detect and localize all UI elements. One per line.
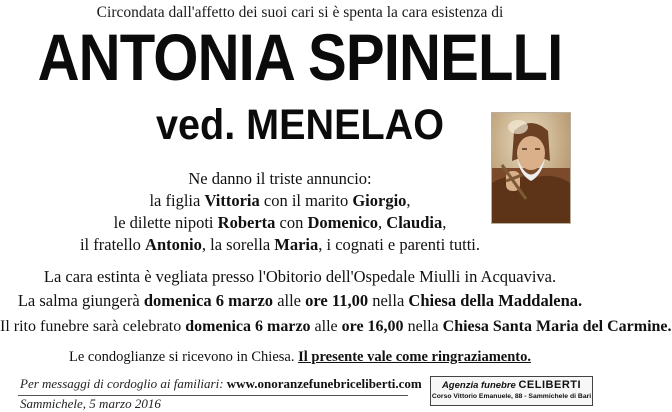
place-date: Sammichele, 5 marzo 2016 <box>20 396 161 411</box>
sister-name: Maria <box>274 235 319 254</box>
agency-title <box>431 379 592 391</box>
text-fragment: alle <box>277 291 302 310</box>
arrival-church: Chiesa della Maddalena. <box>408 291 583 310</box>
agency-box <box>430 376 593 406</box>
announcement-lead: Ne danno il triste annuncio: <box>188 169 372 188</box>
arrival-date: domenica 6 marzo <box>143 291 274 310</box>
text-fragment: alle <box>314 318 338 335</box>
footer-message <box>20 376 422 392</box>
funeral-info <box>0 316 672 338</box>
condolences-text: Le condoglianze si ricevono in Chiesa. <box>68 349 295 365</box>
text-fragment: La salma giungerà <box>17 291 140 310</box>
text-fragment: con <box>279 213 304 232</box>
text-fragment: le dilette nipoti <box>113 213 214 232</box>
deceased-name: ANTONIA SPINELLI <box>37 20 563 94</box>
niece-name: Roberta <box>217 213 276 232</box>
text-fragment: nella <box>407 318 439 335</box>
thanks-text: Il presente vale come ringraziamento. <box>298 349 531 365</box>
text-fragment: , la sorella <box>201 235 271 254</box>
closing-line <box>0 349 600 366</box>
text-fragment: nella <box>372 291 405 310</box>
text-fragment: la figlia <box>149 191 201 210</box>
text-fragment: , i cognati e parenti tutti. <box>318 235 481 254</box>
announcement-line-siblings <box>40 234 520 256</box>
announcement-line-nieces <box>40 212 520 234</box>
relative-name: Domenico <box>307 213 379 232</box>
text-fragment: Il rito funebre sarà celebrato <box>0 318 182 335</box>
funeral-date: domenica 6 marzo <box>185 318 311 335</box>
arrival-info <box>0 290 600 312</box>
arrival-time: ore 11,00 <box>305 291 369 310</box>
daughter-name: Vittoria <box>204 191 260 210</box>
wake-info: La cara estinta è vegliata presso l'Obitorio dell'Ospedale Miulli in Acquaviva. <box>43 267 557 286</box>
funeral-church: Chiesa Santa Maria del Carmine. <box>442 318 672 335</box>
son-in-law-name: Giorgio <box>352 191 407 210</box>
agency-address: Corso Vittorio Emanuele, 88 - Sammichele di Bari <box>431 393 592 400</box>
message-label: Per messaggi di cordoglio ai familiari: <box>20 376 224 391</box>
text-fragment: con il marito <box>263 191 349 210</box>
website-link[interactable]: www.onoranzefunebriceliberti.com <box>226 376 422 391</box>
text-fragment: , <box>378 213 383 232</box>
agency-label: Agenzia funebre <box>441 380 516 391</box>
text-fragment: , <box>442 213 447 232</box>
announcement-line-daughter <box>40 190 520 212</box>
funeral-time: ore 16,00 <box>341 318 404 335</box>
widow-of-name: ved. MENELAO <box>156 101 444 149</box>
brother-name: Antonio <box>145 235 202 254</box>
intro-text: Circondata dall'affetto dei suoi cari si è spenta la cara esistenza di <box>96 4 504 21</box>
text-fragment: , <box>406 191 411 210</box>
text-fragment: il fratello <box>79 235 141 254</box>
agency-brand: CELIBERTI <box>518 379 582 391</box>
niece-name: Claudia <box>386 213 443 232</box>
